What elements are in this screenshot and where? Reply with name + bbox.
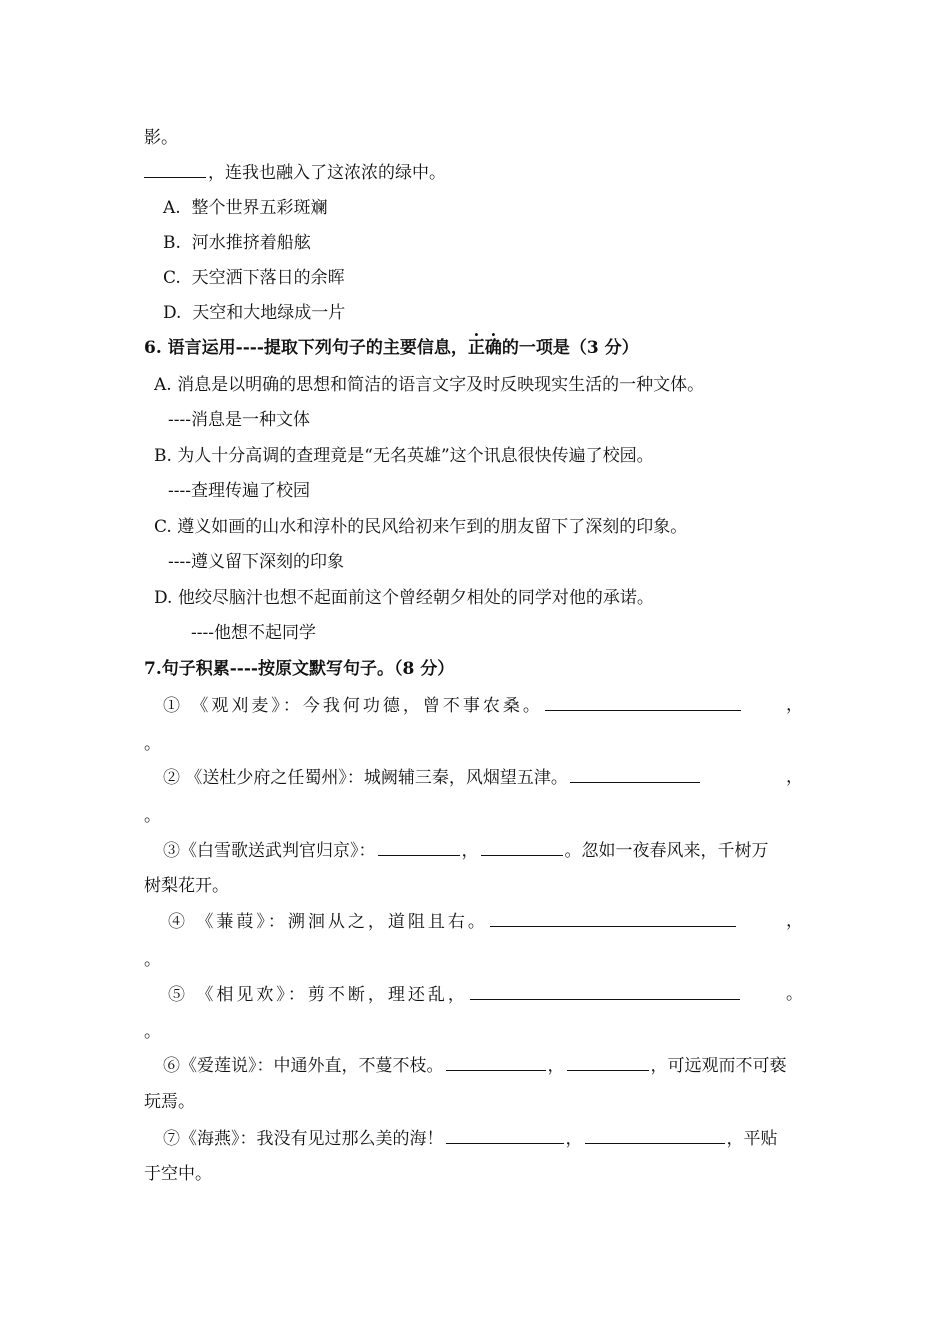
answer-blank[interactable] — [378, 838, 460, 856]
q7-item-1 — [163, 693, 743, 718]
option-label: C. — [163, 268, 181, 288]
q7-item-2-cont: 。 — [144, 806, 161, 826]
q6-option-c[interactable]: C. 遵义如画的山水和淳朴的民风给初来乍到的朋友留下了深刻的印象。 — [154, 517, 688, 537]
option-text: 河水推挤着船舷 — [191, 233, 311, 253]
q7-title: 7.句子积累----按原文默写句子。（8 分） — [144, 659, 455, 679]
q6-option-a-answer: ----消息是一种文体 — [168, 410, 310, 430]
option-label: B. — [163, 233, 181, 253]
item-text: ，平贴 — [726, 1129, 778, 1149]
q6-title-part: 的一项是（3 分） — [501, 338, 639, 358]
item-prompt: ① 《观刈麦》：今我何功德，曾不事农桑。 — [163, 696, 543, 716]
q7-item-4-punct: ， — [786, 911, 803, 931]
q7-item-5 — [168, 982, 742, 1007]
q7-item-3-cont: 树梨花开。 — [144, 876, 229, 896]
q5-option-d[interactable] — [163, 301, 345, 325]
item-text: ，可远观而不可亵 — [650, 1056, 787, 1076]
item-text: 。忽如一夜春风来，千树万 — [564, 841, 769, 861]
q5-tail: 影。 — [144, 128, 178, 148]
q6-option-c-answer: ----遵义留下深刻的印象 — [168, 552, 344, 572]
q7-item-2 — [163, 765, 702, 790]
emphasis-char: 确 — [484, 338, 502, 358]
q7-item-6-cont: 玩焉。 — [144, 1092, 195, 1112]
q7-item-7-cont: 于空中。 — [144, 1164, 212, 1184]
emphasis-char: 正 — [467, 338, 485, 358]
q6-title-part: 6. 语言运用----提取下列句子的主要信息， — [144, 338, 468, 358]
q7-item-5-cont: 。 — [144, 1022, 161, 1042]
q7-item-1-cont: 。 — [144, 734, 161, 754]
q6-option-d-answer: ----他想不起同学 — [191, 623, 316, 643]
option-text: 天空洒下落日的余晖 — [191, 268, 345, 288]
q6-option-a[interactable]: A. 消息是以明确的思想和简洁的语言文字及时反映现实生活的一种文体。 — [154, 375, 705, 395]
q6-option-b-answer: ----查理传遍了校园 — [168, 481, 310, 501]
option-label: A. — [163, 198, 181, 218]
answer-blank[interactable] — [481, 838, 563, 856]
answer-blank[interactable] — [446, 1126, 564, 1144]
q7-item-1-punct: ， — [786, 695, 803, 715]
option-text: 天空和大地绿成一片 — [192, 303, 346, 323]
item-punct: ， — [565, 1129, 583, 1149]
q7-item-5-punct: 。 — [786, 984, 803, 1004]
q5-fill-sentence — [144, 160, 446, 185]
item-prompt: ② 《送杜少府之任蜀州》：城阙辅三秦，风烟望五津。 — [163, 768, 568, 788]
q6-option-d[interactable]: D. 他绞尽脑汁也想不起面前这个曾经朝夕相处的同学对他的承诺。 — [154, 588, 654, 608]
q7-item-3 — [163, 838, 769, 863]
q7-item-2-punct: ， — [786, 767, 803, 787]
answer-blank[interactable] — [470, 982, 740, 1000]
q7-item-4-cont: 。 — [144, 950, 161, 970]
item-punct: ， — [461, 841, 479, 861]
item-punct: ， — [547, 1056, 565, 1076]
q6-title — [144, 336, 639, 360]
answer-blank[interactable] — [446, 1053, 546, 1071]
answer-blank[interactable] — [585, 1126, 725, 1144]
option-text: 整个世界五彩斑斓 — [191, 198, 328, 218]
item-prompt: ④ 《蒹葭》：溯洄从之，道阻且右。 — [168, 912, 488, 932]
q5-option-a[interactable] — [163, 196, 328, 220]
answer-blank[interactable] — [490, 909, 736, 927]
q7-item-7 — [163, 1126, 778, 1151]
q7-item-4 — [168, 909, 738, 934]
q6-option-b[interactable]: B. 为人十分高调的查理竟是“无名英雄”这个讯息很快传遍了校园。 — [154, 446, 654, 466]
q5-sentence-suffix: ，连我也融入了这浓浓的绿中。 — [208, 163, 446, 183]
answer-blank[interactable] — [570, 765, 700, 783]
answer-blank[interactable] — [545, 693, 741, 711]
q7-item-6 — [163, 1053, 787, 1078]
item-prompt: ⑤ 《相见欢》：剪不断，理还乱， — [168, 985, 468, 1005]
answer-blank[interactable] — [144, 160, 206, 178]
item-prompt: ⑥《爱莲说》：中通外直，不蔓不枝。 — [163, 1056, 444, 1076]
q5-option-b[interactable] — [163, 231, 311, 255]
item-prompt: ③《白雪歌送武判官归京》： — [163, 841, 376, 861]
answer-blank[interactable] — [567, 1053, 649, 1071]
option-label: D. — [163, 303, 182, 323]
item-prompt: ⑦《海燕》：我没有见过那么美的海！ — [163, 1129, 444, 1149]
q5-option-c[interactable] — [163, 266, 345, 290]
